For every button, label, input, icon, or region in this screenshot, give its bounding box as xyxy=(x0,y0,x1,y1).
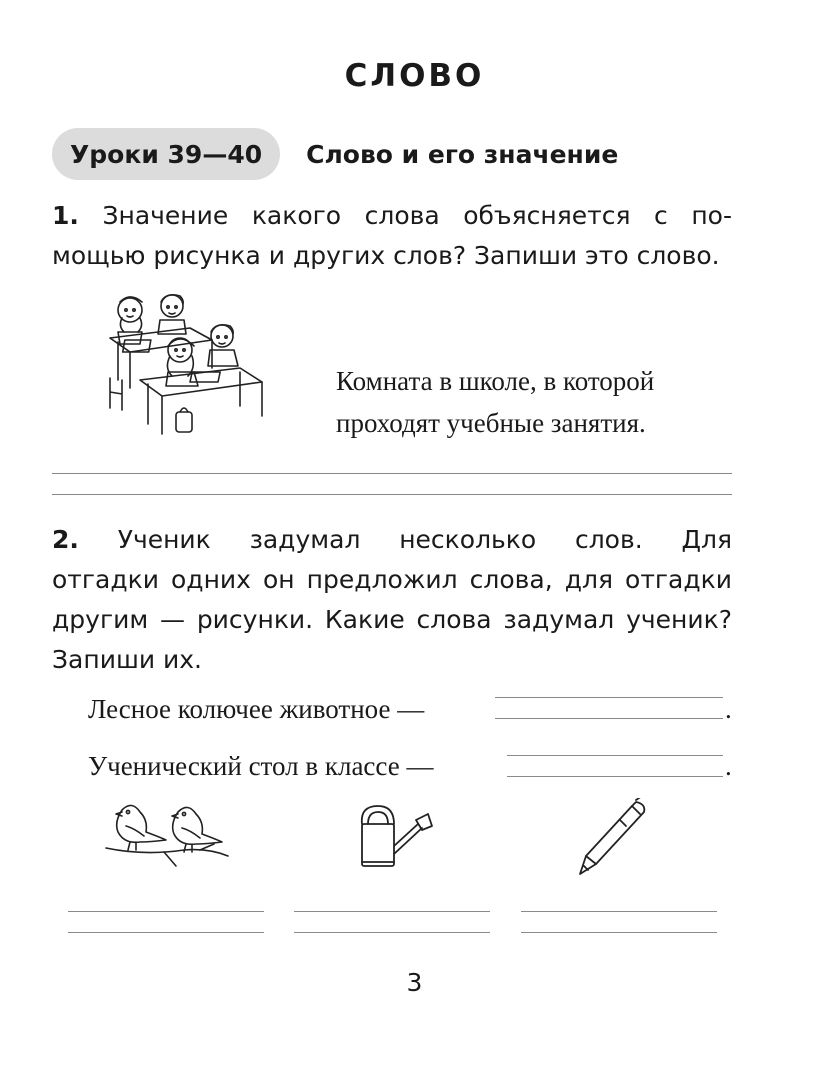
pen-illustration xyxy=(574,798,650,878)
task-1-answer-line-2[interactable] xyxy=(52,494,732,495)
task-1-number: 1. xyxy=(52,201,79,230)
page-number: 3 xyxy=(406,968,423,997)
riddle-2-answer-line-1[interactable] xyxy=(507,755,723,756)
task-2-line-4: Запиши их. xyxy=(52,645,202,674)
task-1-line-1: Значение какого слова объясняется с по- xyxy=(102,201,732,230)
riddle-1-answer-line-2[interactable] xyxy=(495,718,723,719)
definition-line-2: проходят учебные занятия. xyxy=(336,408,646,438)
picture-1-answer-line-1[interactable] xyxy=(68,911,264,912)
lesson-title: Слово и его значение xyxy=(306,139,619,169)
picture-2-answer-line-1[interactable] xyxy=(294,911,490,912)
task-1-answer-line-1[interactable] xyxy=(52,473,732,474)
watering-can-illustration xyxy=(354,800,438,872)
picture-1-answer-line-2[interactable] xyxy=(68,932,264,933)
riddle-2-answer-line-2[interactable] xyxy=(507,776,723,777)
riddle-1-answer-line-1[interactable] xyxy=(495,697,723,698)
definition-line-1: Комната в школе, в которой xyxy=(336,366,655,396)
lesson-header xyxy=(52,128,618,180)
task-2-line-1: Ученик задумал несколько слов. Для xyxy=(117,525,732,554)
task-2-number: 2. xyxy=(52,525,79,554)
riddle-2-end: . xyxy=(725,751,732,781)
task-2-text xyxy=(52,520,732,680)
task-1-line-2: мощью рисунка и других слов? Запиши это слово. xyxy=(52,241,720,270)
picture-3-answer-line-2[interactable] xyxy=(521,932,717,933)
riddle-1: Лесное колючее животное — xyxy=(88,694,425,724)
classroom-illustration xyxy=(100,288,270,440)
task-1-text xyxy=(52,196,732,276)
picture-2-answer-line-2[interactable] xyxy=(294,932,490,933)
lesson-badge: Уроки 39—40 xyxy=(52,128,280,180)
section-title: СЛОВО xyxy=(344,58,485,94)
riddle-2: Ученический стол в классе — xyxy=(88,751,434,781)
task-1-definition xyxy=(336,360,736,444)
picture-3-answer-line-1[interactable] xyxy=(521,911,717,912)
task-2-line-3: другим — рисунки. Какие слова задумал ученик? xyxy=(52,605,732,634)
riddle-1-end: . xyxy=(725,694,732,724)
task-2-line-2: отгадки одних он предложил слова, для отгадки xyxy=(52,565,732,594)
birds-on-branch-illustration xyxy=(104,798,230,872)
